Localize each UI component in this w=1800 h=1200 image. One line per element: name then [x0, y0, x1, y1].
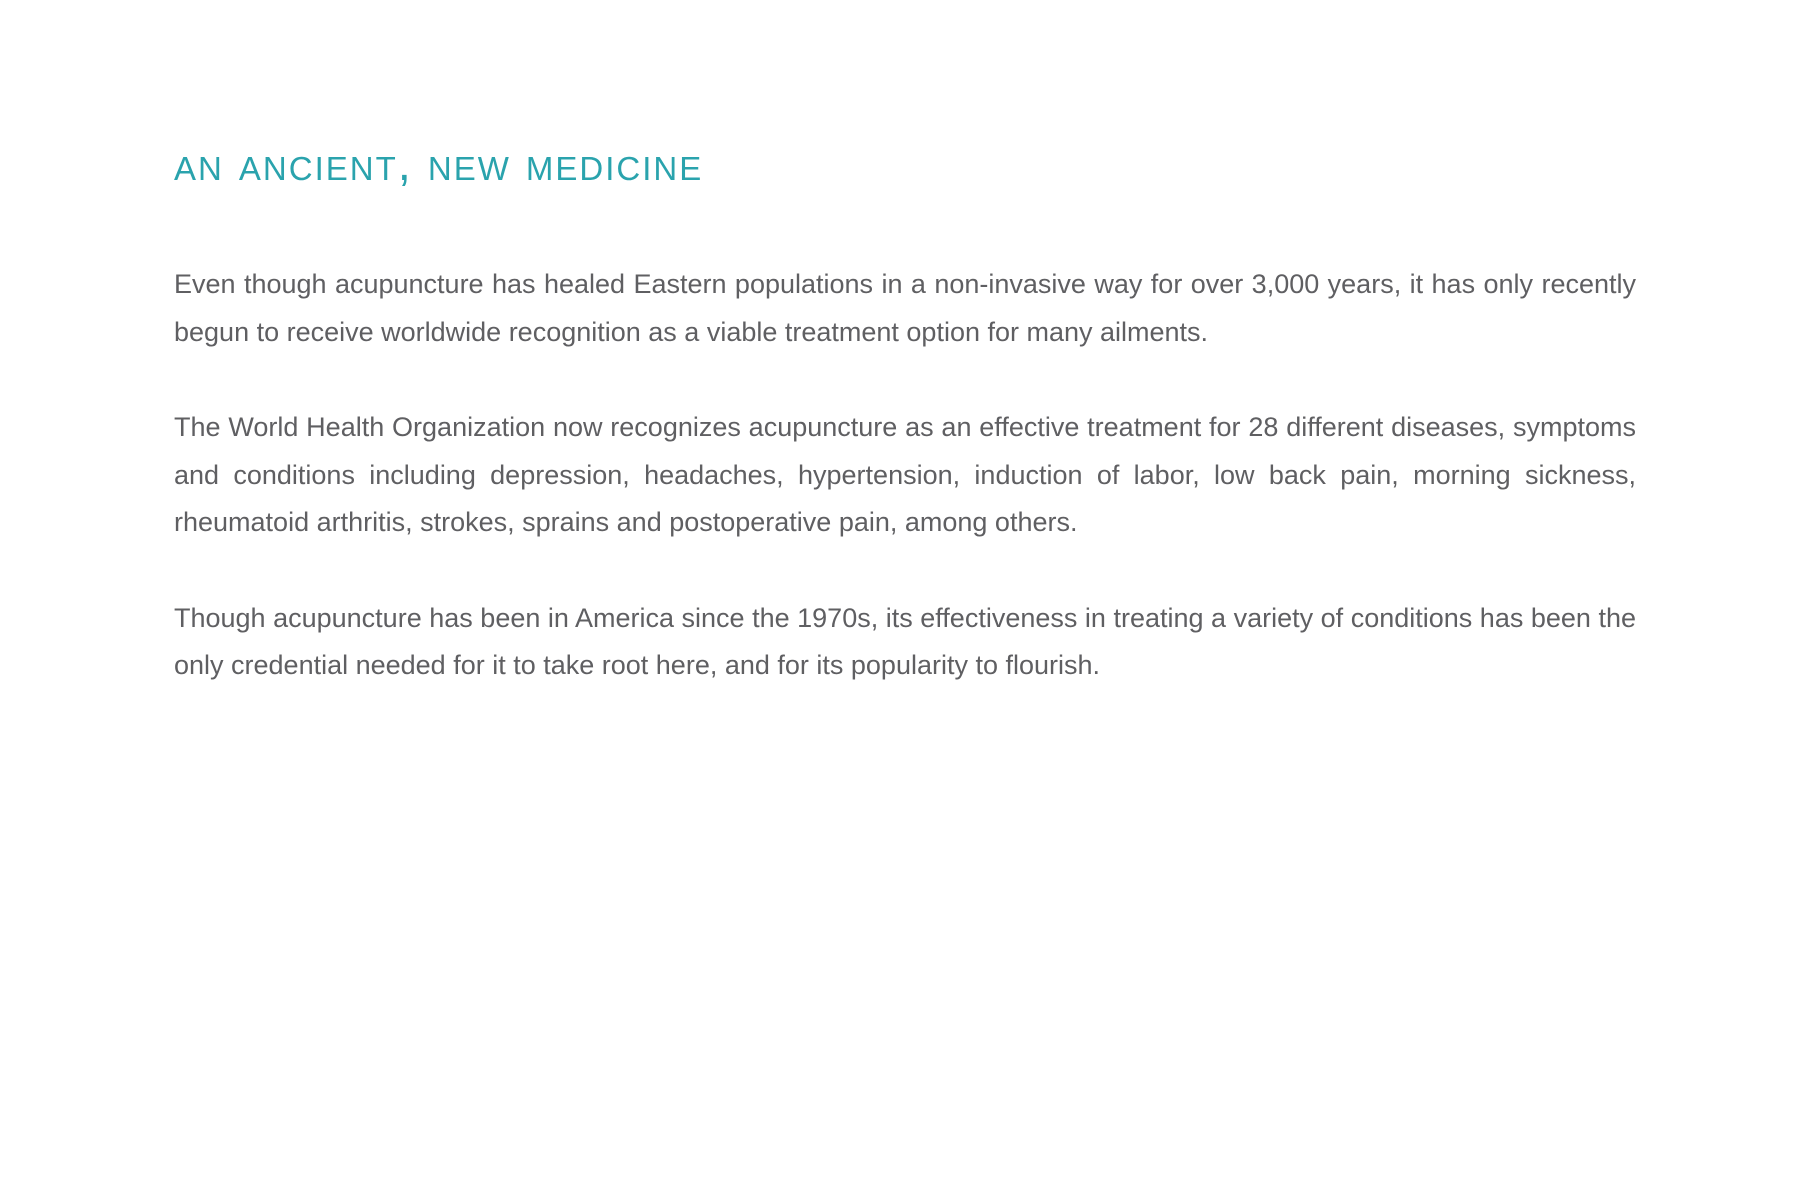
paragraph-america: Though acupuncture has been in America since the 1970s, its effectiveness in treating a variety of conditions has been the only credential needed for it to take root here, and for its popularity to flourish.	[174, 602, 1636, 680]
paragraph-who-recognition: The World Health Organization now recognizes acupuncture as an effective treatment for 28 different diseases, symptoms and conditions including depression, headaches, hypertension, induction of labor, low back pain, morning sickness, rheumatoid arthritis, strokes, sprains and postoperative pain, among others.	[174, 412, 1636, 537]
page-heading: an ancient, new medicine	[174, 137, 704, 190]
content-block	[174, 137, 1636, 738]
body-text	[174, 261, 1636, 690]
paragraph-history: Even though acupuncture has healed Eastern populations in a non-invasive way for over 3,000 years, it has only recently begun to receive worldwide recognition as a viable treatment option for many ailments.	[174, 269, 1636, 347]
